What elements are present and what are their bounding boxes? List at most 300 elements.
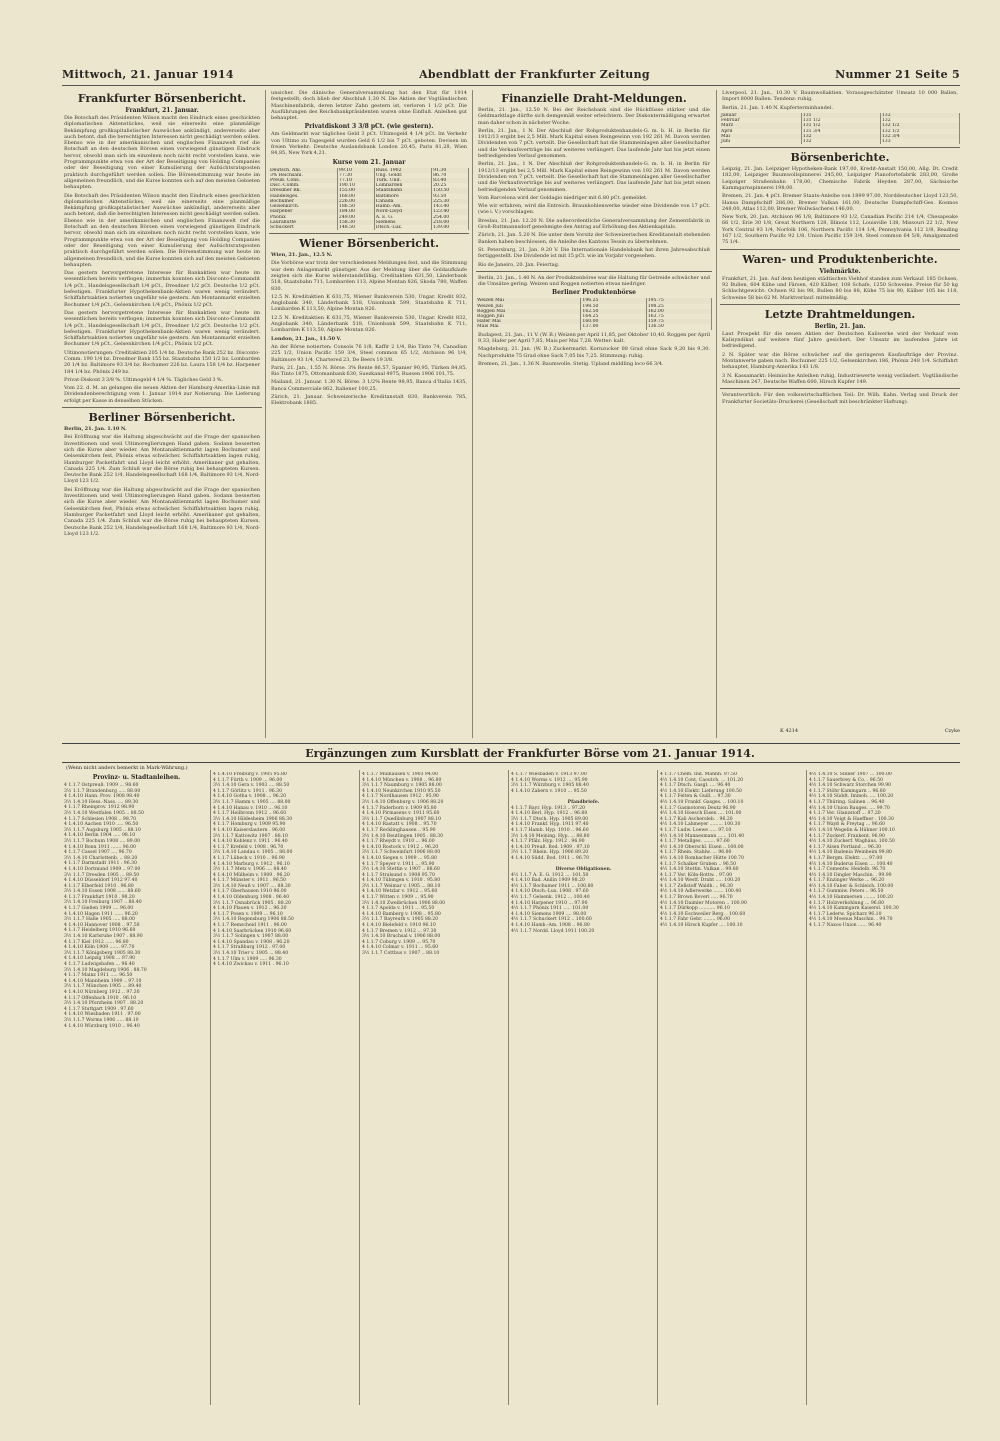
list-item: 4 1.1.7 Schalker Gruben .. 96.50 — [660, 861, 737, 867]
list-item: 4½ 1.1.7 Nordd. Lloyd 1911 100.20 — [511, 928, 595, 934]
table-cell: 132 — [801, 139, 880, 144]
table-cell: 86.70 — [432, 173, 469, 178]
list-item: 3½ 1.4.10 Charlottenb. .. 88.20 — [64, 855, 138, 861]
list-item: 4 1.4.10 Pirmasens v. 1911 95.60 — [362, 811, 440, 817]
list-item: 4 1.4.10 Harpener 1910 ... 97.90 — [511, 900, 588, 906]
list-item: 3½ 1.1.7 Königsberg 1905 88.30 — [64, 950, 141, 956]
table-cell: 226.00 — [337, 199, 374, 204]
supplement-title: Ergänzungen zum Kursblatt der Frankfurter Börse vom 21. Januar 1914. — [305, 747, 755, 760]
list-item: 4 1.1.7 Wayß & Freytag ... 96.60 — [809, 822, 885, 828]
list-item: 3½ 1.4.10 Freiburg 1907 .. 88.40 — [64, 900, 142, 906]
table-cell: 77.10 — [337, 178, 374, 183]
list-item: 4 1.1.7 Rhein. Stahlw. ... 96.80 — [660, 850, 732, 856]
table-cell: 254.00 — [432, 215, 469, 220]
grain-table-title: Berliner Produktenbörse — [552, 289, 636, 297]
list-item: 4 1.1.7 Bergm. Elektr. .... 97.00 — [809, 855, 883, 861]
list-item: 4 1.1.7 Dürkopp ........... 96.10 — [660, 906, 730, 912]
table-cell: 132 3/4 — [880, 134, 959, 139]
list-item: 4 1.1.7 Coburg v. 1909 ... 95.70 — [362, 939, 436, 945]
list-item: 4 1.1.7 Stralsund v. 1908 95.70 — [362, 872, 435, 878]
list-item: 4 1.1.7 Lederw. Spicharz 96.10 — [809, 911, 882, 917]
list-item: 4 1.4.10 Dortmund 1909 .. 97.00 — [64, 866, 141, 872]
list-item: 4 1.1.7 Cassel 1907 .... 96.70 — [64, 850, 132, 856]
column-vienna-london — [269, 90, 469, 738]
list-item: 4 1.4.10 Siegen v. 1909 ... 95.80 — [362, 855, 437, 861]
table-cell: A. E. G. — [374, 215, 431, 220]
supplement-rule-top — [62, 743, 960, 744]
list-item: 3½ 1.1.7 Brandenburg ..... 88.00 — [64, 788, 141, 794]
table-cell: 155.00 — [337, 188, 374, 193]
table-cell: 162.00 — [646, 309, 711, 314]
list-item: 4 1.4.10 Bielefeld v. 1910 96.10 — [362, 923, 436, 929]
supplement-note: (Wenn nicht anders bemerkt in Mark-Währung.) — [66, 765, 188, 771]
list-item: 4½ 1.4.10 S. Sinner 1907 ... 100.00 — [809, 772, 892, 777]
article-paragraph: Das gestern hervorgetretene Interesse für Bankaktien war heute im wesentlichen bereits verflogen; immerhin konnten sich Disconto-Commandit 1/4 pCt., Handelsgesellschaft 1/4 pCt., Dresdner 1/2 pCt. Deutsche 1/2 pCt. befestigen. Frankfurter Hypothekenbank-Aktien waren wenig verändert. Schiffahrtsaktien notierten ungefähr wie gestern. Am Montanmarkt erzielten Bochumer 1/4 pCt., Gelsenkirchen 1/4 pCt., Phönix 1/2 pCt. — [64, 309, 260, 348]
table-cell: 225.30 — [432, 199, 469, 204]
list-item: 4½ 1.4.10 Eschweiler Berg. . 100.60 — [660, 911, 746, 917]
table-cell: 137.00 — [581, 324, 646, 329]
list-item: 3½ 1.4.10 Gera v. 1903 .... 88.50 — [213, 783, 290, 789]
list-item: 4½ 1.4.10 Elektr. Lieferung 100.50 — [660, 788, 742, 794]
table-cell: Hafer Mai — [476, 319, 581, 324]
article-paragraph: An der Börse notierten: Consols 76 1/8, Kaffir 2 1/4, Rio Tinto 74, Canadian 225 1/2, Union Pacific 159 3/4, Steel common 65 1/2, Atchison 96 1/4, Baltimore 93 1/4, Chartered 23, De Beers 19 3/8. — [271, 343, 467, 363]
table-cell: Roggen Juli — [476, 314, 581, 319]
list-item: 4½ 1.4.10 Adlerwerke ....... 100.40 — [660, 889, 742, 895]
list-item: 4 1.1.7 Gummiw. Peters .. 96.50 — [809, 889, 884, 895]
list-item: 4½ 1.4.10 Westf. Draht ..... 100.20 — [660, 878, 741, 884]
list-item: 4 1.4.10 Berl. Hyp. 1912 .. 96.80 — [511, 811, 588, 817]
table-cell: 132 — [880, 113, 959, 118]
list-item: 3½ 1.1.7 Halle 1905 ..... 88.00 — [64, 917, 135, 923]
list-item: 4 1.4.10 Bonn 1911 ....... 96.00 — [64, 844, 136, 850]
table-cell: 132 — [801, 134, 880, 139]
table-cell: Weizen Mai — [476, 298, 581, 303]
list-item: 4 1.4.10 Dtsch.-Lux. 1908 . 97.60 — [511, 889, 589, 895]
list-item: 4 1.4.10 Südd. Bod. 1911 .. 96.70 — [511, 855, 590, 861]
list-item: 4½ 1.4.10 Dingler Maschin. . 99.90 — [809, 872, 892, 878]
table-cell: 249.00 — [337, 215, 374, 220]
article-paragraph: Berlin, 21. Jan., 1 N. Der Abschluß der Rohproduktenhandels-G. m. b. H. in Berlin für 1912/13 ergibt bei 2,5 Mill. Mark Kapital einen Reingewinn von 192 261 M. Davon werden Dividenden von 7 pCt. verteilt. Die Gesellschaft hat die Stammeinlagen aller Gesellschafter und die Verkaufsverträge bis auf weiteres verlängert. Das laufende Jahr hat bis jetzt einen befriedigenden Verlauf genommen. — [478, 161, 710, 193]
article-paragraph: Am Geldmarkt war tägliches Geld 3 pCt. Ultimogeld 4 1/4 pCt. Im Verkehr von Ultimo zu Tagesgeld wurden Geld 6 1/2 bis 7 pCt. geboten. Devisen im freien Verkehr: Deutsche Auslandsbank London 20,45, Paris 81,28, Wien 84,85, New York 4,21. — [271, 131, 467, 157]
list-item: 4 1.1.7 Chem. Ind. Mannh. 97.50 — [660, 772, 738, 777]
list-item: 4½ 1.4.10 Cont. Caoutch. ... 101.20 — [660, 777, 744, 783]
table-cell: 162.50 — [581, 309, 646, 314]
list-item: 4½ 1.4.10 Badenia Weinheim 99.80 — [809, 850, 892, 856]
list-item: 4 1.4.10 Zabern v. 1910 ... 95.50 — [511, 788, 587, 794]
list-item: 4 1.1.7 Straßburg 1912 . 97.00 — [213, 945, 286, 951]
supplement-list-column — [511, 772, 656, 1402]
list-item: 4 1.1.7 Oberhausen 1910 96.00 — [213, 889, 287, 895]
column-rule — [210, 770, 211, 1405]
article-paragraph: Frankfurt, 21. Jan. Auf dem heutigen städtischen Viehhof standen zum Verkauf: 185 Ochsen, 92 Bullen, 604 Kühe und Färsen, 420 Kälber, 108 Schafe, 1250 Schweine. Preise für 50 kg Schlachtgewicht: Ochsen 92 bis 98, Bullen 80 bis 88, Kühe 75 bis 90, Kälber 105 bis 118, Schweine 58 bis 62 M. Marktverlauf: mittelmäßig. — [722, 275, 958, 301]
article-paragraph: 12.5 N. Kreditaktien K 631,75, Wiener Bankverein 530, Ungar. Kredit 832, Anglobank 340, Länderbank 518, Unionbank 599, Staatsbahn K 711, Lombarden K 113,50, Alpine Montan 826. — [271, 314, 467, 334]
table-cell: Phönix — [269, 215, 337, 220]
column-rule — [359, 770, 360, 1405]
list-item: 3½ 1.4.10 Reutlingen 1905 . 88.30 — [362, 833, 444, 839]
list-item: 4 1.1.7 Enzinger Werke ... 96.20 — [809, 878, 885, 884]
section-title-vienna: Wiener Börsenbericht. — [299, 237, 439, 251]
article-paragraph: Budapest, 21. Jan., 11 V. (W. B.) Weizen per April 11,85, per Oktober 10,40. Roggen per April 9,33, Hafer per April 7,85, Mais per Mai 7,28. Wetter: kalt. — [478, 331, 710, 344]
table-cell: Preuß. Cons. — [269, 178, 337, 183]
list-item: 4½ 1.1.7 Schuckert 1912 .. 100.60 — [511, 917, 592, 923]
list-item: 4 1.1.7 Heidelberg 1910 96.60 — [64, 928, 136, 934]
article-paragraph: New York, 20. Jan. Atchison 96 1/8, Baltimore 93 1/2, Canadian Pacific 214 1/4, Chesapeake 66 1/2, Erie 30 1/8, Great Northern 128, Illinois 112, Louisville 138, Missouri 22 1/2, New York Central 93 1/4, Norfolk 106, Northern Pacific 114 1/4, Pennsylvania 112 1/8, Reading 167 1/2, Southern Pacific 92 1/8, Union Pacific 159 3/4, Steel common 64 5/8, Amalgamated 75 1/4. — [722, 214, 958, 246]
article-paragraph: Mailand, 21. Januar. 1.30 N. Börse. 3 1/2% Rente 98,95, Banca d'Italia 1435, Banca Commerciale 862, Italiener 100,25. — [271, 379, 467, 392]
article-paragraph: Wie wir erfahren, wird die Entreich. Braunkohlenwerke wieder eine Dividende von 17 pCt. (wie i. V.) vorschlagen. — [478, 203, 710, 216]
list-item: 4 1.4.10 Rastatt v. 1908 .. 95.70 — [362, 822, 437, 828]
list-item: 4 1.1.7 Stöhr Kammgarn .. 96.80 — [809, 788, 886, 794]
article-paragraph — [271, 336, 467, 342]
column-rule — [508, 770, 509, 1405]
article-paragraph: St. Petersburg, 21. Jan. 9.20 V. Die Internationale Handelsbank hat ihren Jahresabschluß fertiggestellt. Die Dividende ist mit 15 pCt. wie im Vorjahr vorgesehen. — [478, 246, 710, 260]
list-item: 4 1.1.7 Alsen Portland ... 96.30 — [809, 844, 882, 850]
list-item: 4 1.1.7 Gießen 1909 .... 96.00 — [64, 906, 134, 912]
list-item: 4 1.1.7 Kali Aschersleb. . 96.20 — [660, 816, 733, 822]
table-cell: Dresdner Bk. — [269, 188, 337, 193]
table-cell: 132 1/2 — [880, 129, 959, 134]
list-item: 4 1.1.7 Speyer v. 1911 ... 95.90 — [362, 861, 435, 867]
list-item: 4½ 1.1.7 Bochumer 1911 ... 100.80 — [511, 883, 594, 889]
list-item: 4 1.1.7 Thüring. Salinen .. 96.40 — [809, 799, 885, 805]
list-item: 3½ 1.1.7 Naumburg v. 1905 88.00 — [362, 783, 442, 789]
footer-strip — [780, 728, 960, 736]
table-cell: Gelsenkirch. — [269, 204, 337, 209]
list-item: 4 1.1.7 Elberfeld 1910 . 96.80 — [64, 883, 134, 889]
quote-table — [269, 168, 469, 230]
table-cell: 148.50 — [337, 225, 374, 230]
supplement-list-column — [64, 772, 209, 1402]
table-cell: Russ. 1902 — [374, 168, 431, 173]
list-item: 4½ 1.4.10 Süddt. Immob. .... 100.20 — [809, 794, 894, 800]
list-item: 4 1.4.10 Koblenz v. 1911 . 96.40 — [213, 839, 288, 845]
column-financial-wires — [476, 90, 712, 738]
list-item: 4 1.1.7 Ver. Köln-Rottw. . 97.00 — [660, 872, 733, 878]
table-cell: Handelsges. — [269, 194, 337, 199]
article-paragraph — [271, 252, 467, 258]
supplement-list-head: Provinz- u. Stadtanleihen. — [92, 774, 181, 781]
table-cell: Schuckert — [269, 225, 337, 230]
list-item: 3½ 1.4.10 Zweibrücken 1906 88.00 — [362, 900, 446, 906]
list-item: 4 1.1.7 Ulm v. 1909 ..... 96.30 — [213, 956, 282, 962]
list-item: 4½ 1.4.10 Wegelin & Hübner 100.10 — [809, 827, 895, 833]
list-item: 3½ 1.4.10 Neuß v. 1907 .... 88.30 — [213, 883, 291, 889]
section-title-commodities: Waren- und Produktenberichte. — [742, 252, 938, 266]
column-rule — [806, 770, 807, 1405]
table-cell: 164.25 — [581, 314, 646, 319]
list-item: 4 1.1.7 Münster v. 1911 . 96.50 — [213, 878, 286, 884]
cattle-market-head: Viehmärkte. — [819, 267, 861, 275]
article-paragraph: 3 N. Kassamarkt: Heimische Anleihen ruhig, Industriewerte wenig verändert. Vogtländische Maschinen 247, Deutsche Waffen 600, Hirsch Kupfer 149. — [722, 372, 958, 385]
table-cell: Disc.-Comm. — [269, 183, 337, 188]
list-item: 4½ 1.4.10 Oberschl. Eisen .. 100.00 — [660, 844, 744, 850]
list-item: 3½ 1.4.10 Stettin v. 1907 .. 88.60 — [362, 867, 440, 873]
list-item: 4 1.4.10 Bamberg v. 1908 .. 95.80 — [362, 911, 441, 917]
table-cell: Nord-Lloyd — [374, 209, 431, 214]
list-item: 4 1.1.7 Krefeld v. 1908 . 96.70 — [213, 844, 284, 850]
table-cell: 131 — [801, 113, 880, 118]
list-item: 4 1.1.7 Apolda v. 1911 ... 95.50 — [362, 906, 435, 912]
list-item: 4 1.4.10 Preuß. Bod. 1909 . 97.10 — [511, 844, 590, 850]
article-paragraph: Magdeburg, 21. Jan. (W. B.) Zuckermarkt. Kornzucker 88 Grad ohne Sack 9,20 bis 9,30. Nachprodukte 75 Grad ohne Sack 7,05 bis 7,25. Stimmung: ruhig. — [478, 346, 710, 359]
article-paragraph: Rio de Janeiro, 20. Jan. Feiertag. — [478, 261, 560, 268]
article-paragraph: 12.5 N. Kreditaktien K 631,75, Wiener Bankverein 530, Ungar. Kredit 832, Anglobank 340, Länderbank 518, Unionbank 599, Staatsbahn K 711, Lombarden K 113,50, Alpine Montan 826. — [271, 293, 467, 313]
list-item: 3½ 1.1.7 Bochum 1908 .... 89.00 — [64, 838, 141, 844]
list-item: 3½ 1.4.10 Offenburg v. 1906 88.20 — [362, 799, 444, 805]
list-item: 4 1.4.10 Hamb.-Am. 1908 .. 96.80 — [511, 923, 590, 929]
list-item: 3½ 1.4.10 Trier v. 1905 ... 88.40 — [213, 951, 289, 956]
supplement-list-column — [213, 772, 358, 1402]
table-cell: 196.25 — [581, 298, 646, 303]
header-page-number: Nummer 21 Seite 5 — [835, 67, 960, 81]
list-item: 4½ 1.1.7 Phönix 1911 ..... 101.00 — [511, 906, 589, 912]
table-row — [720, 139, 960, 144]
article-paragraph: Berlin, 21. Jan., 1 N. Der Abschluß der Rohproduktenhandels-G. m. b. H. in Berlin für 1912/13 ergibt bei 2,5 Mill. Mark Kapital einen Reingewinn von 192 261 M. Davon werden Dividenden von 7 pCt. verteilt. Die Gesellschaft hat die Stammeinlagen aller Gesellschafter und die Verkaufsverträge bis auf weiteres verlängert. Das laufende Jahr hat bis jetzt einen befriedigenden Verlauf genommen. — [478, 127, 710, 160]
list-item: 3½ 1.1.7 München 1905 ... 89.40 — [64, 984, 142, 990]
list-item: 4 1.1.7 Heilbronn 1912 .. 96.60 — [213, 811, 287, 817]
table-cell: 218.00 — [432, 220, 469, 225]
privatdiskont-line: Privatdiskont 3 3/8 pCt. (wie gestern). — [304, 123, 434, 131]
table-row — [269, 225, 469, 230]
privatdiskont-line: Privat-Diskont 3 3/8 %. Ultimogeld 4 1/4 %. Tägliches Geld 3 %. — [64, 376, 224, 383]
list-item: 4 1.1.7 Lübeck v. 1910 .. 96.90 — [213, 855, 285, 861]
list-item: 4½ 1.4.10 Hirsch Kupfer .... 100.10 — [660, 923, 743, 929]
list-item: 3½ 1.1.7 Osnabrück 1905 . 88.20 — [213, 900, 291, 906]
list-item: 4 1.1.7 Ostpreuß. 1909 ... 98.60 — [64, 783, 139, 788]
table-cell: 123.40 — [432, 209, 469, 214]
table-cell: 93.50 — [432, 194, 469, 199]
article-paragraph: 2 N. Später war die Börse schwächer auf die geringeren Kaufaufträge der Provinz. Montanwerte gaben nach. Bochumer 225 1/2, Gelsenkirchen 186, Phönix 248 1/4. Schiffahrt behauptet, Hamburg-Amerika 143 1/8. — [722, 351, 958, 371]
list-item: 4½ 1.4.10 Zuckerf. Waghäus. 100.50 — [809, 839, 895, 845]
supplement-list-column — [809, 772, 954, 1402]
list-item: 4½ 1.1.7 A. E. G. 1912 .... 101.50 — [511, 872, 589, 878]
copper-table — [720, 113, 960, 144]
list-item: 4 1.1.7 Metallges. ........ 97.60 — [660, 839, 730, 845]
table-cell: Staatsbahn — [374, 188, 431, 193]
article-paragraph: Bremen, 21. Jan., 1.36 N. Baumwolle. Stetig. Upland middling loco 66 3/4. — [478, 360, 664, 367]
table-cell: 77.30 — [337, 173, 374, 178]
list-item: 4 1.4.10 Rostock v. 1912 .. 96.20 — [362, 844, 439, 850]
section-divider — [62, 407, 262, 408]
list-item: 3½ 1.1.7 Solingen v. 1907 88.00 — [213, 934, 289, 940]
table-cell: Türk. Unif. — [374, 178, 431, 183]
article-paragraph: Laut Prospekt für die neuen Aktien der Deutschen Kaliwerke wird der Verkauf vom Kalisyndikat auf weitere fünf Jahre gesichert. Der Umsatz im laufenden Jahre ist befriedigend. — [722, 330, 958, 350]
table-cell: 133 — [880, 139, 959, 144]
article-paragraph: Berlin, 21. Jan. 1.40 N. Kupferterminhandel. — [722, 104, 833, 111]
list-item: 4 1.4.10 München v. 1908 .. 96.80 — [362, 777, 442, 783]
list-item: 4 1.4.10 Wiesbaden 1911 . 97.00 — [64, 1012, 141, 1018]
list-item: 4 1.1.7 Sauerbrey & Co. . 96.50 — [809, 777, 883, 783]
list-item: 3½ 1.1.7 Rhein. Hyp. 1906 89.20 — [511, 850, 589, 856]
list-item: 4 1.1.7 Zellstoff Waldh. .. 96.30 — [660, 883, 733, 889]
list-item: 3½ 1.1.7 Dtsch. Hyp. 1905 89.00 — [511, 816, 589, 822]
dateline-last-wires: Berlin, 21. Jan. — [814, 322, 866, 330]
list-item: 3½ 1.1.7 Hamm v. 1905 .... 88.00 — [213, 799, 291, 805]
list-item: 3½ 1.1.7 Weimar v. 1905 ... 88.10 — [362, 883, 441, 889]
list-item: 4 1.1.7 Offenbach 1910 . 96.10 — [64, 995, 137, 1001]
supplement-list-column — [362, 772, 507, 1402]
list-item: 4½ 1.4.10 Hoesch Eisen .... 101.00 — [660, 811, 742, 817]
list-item: 3½ 1.1.7 Augsburg 1905 .. 88.10 — [64, 827, 141, 833]
table-cell: Mais Mai — [476, 324, 581, 329]
article-paragraph: Berlin, 21. Jan., 12.50 N. Bei der Reichsbank sind die Rückflüsse stärker und die Geldmarktlage dürfte sich demgemäß weiter erleichtern. Der Diskontermäßigung erwartet man daher schon in nächster Woche. — [478, 107, 710, 126]
ultimo-quotes: Ultimonotierungen: Creditaktien 205 1/4 bz. Deutsche Bank 252 bz. Disconto-Comm. 190 1/4 bz. Dresdner Bank 155 bz. Staatsbahn 150 1/2 bz. Lombarden 20 1/4 bz. Baltimore 93 3/4 bz. Bochumer 226 bz. Laura 158 1/4 bz. Harpener 184 1/4 bz. Phönix 249 bz. — [64, 349, 260, 375]
table-cell: Roggen Mai — [476, 309, 581, 314]
article-paragraph: Leipzig, 21. Jan. Leipziger Hypotheken-Bank 197,00, Kredit-Anstalt 150,00, Allg. Dt. Credit 182,00, Leipziger Baumwollspinnerei 245,00, Leipziger Pianofortefabrik 283,00, Große Leipziger Straßenbahn 178,00, Chemische Fabrik Heyden 287,00, Sächsische Kammgarnspinnerei 198,00. — [722, 166, 958, 191]
list-item: 4 1.4.10 Colmar v. 1911 ... 95.60 — [362, 945, 439, 951]
list-item: 4 1.4.10 Wetzlar v. 1912 .. 95.60 — [362, 889, 438, 895]
column-frankfurt-berlin — [62, 90, 262, 738]
table-cell: 139.00 — [432, 225, 469, 230]
table-cell: 3% Reichsanl. — [269, 173, 337, 178]
list-item: 4 1.4.10 Oldenburg 1908 . 96.40 — [213, 895, 290, 901]
list-item: 3½ 1.4.10 Magdeburg 1906 . 88.70 — [64, 967, 147, 973]
list-item: 3½ 1.1.7 Worms 1906 ..... 88.10 — [64, 1017, 139, 1023]
list-item: 3½ 1.1.7 Metz v. 1906 .... 88.40 — [213, 867, 287, 873]
list-item: 4 1.1.7 Ver. Glanzstoff ... 97.20 — [809, 811, 881, 817]
list-item: 4 1.1.7 Paderborn v. 1909 95.80 — [362, 805, 437, 811]
section-title-last-wires: Letzte Drahtmeldungen. — [764, 307, 916, 321]
list-item: 3½ 1.1.7 Bayreuth v. 1905 88.20 — [362, 917, 439, 923]
list-item: 3½ 1.4.10 Karlsruhe 1907 . 88.90 — [64, 934, 143, 940]
list-item: 4 1.4.10 Hann. Prov. 1908 98.40 — [64, 794, 140, 800]
list-item: 4 1.1.7 Mülhausen v. 1903 94.00 — [362, 772, 439, 777]
table-cell: 83.40 — [432, 178, 469, 183]
list-item: 4 1.1.7 Schlesien 1908 .. 98.70 — [64, 816, 137, 822]
list-item: 4 1.1.7 Rheydt v. 1910 ... 96.00 — [362, 839, 435, 845]
list-item: 4½ 1.4.10 Lahmeyer ......... 100.30 — [660, 822, 741, 828]
table-cell: 136.50 — [646, 324, 711, 329]
header-masthead: Abendblatt der Frankfurter Zeitung — [419, 67, 650, 81]
list-item: 4 1.1.7 Darmstadt 1911 . 96.30 — [64, 861, 137, 867]
list-item: 4 1.1.7 Kiel 1912 ...... 96.80 — [64, 939, 129, 945]
article-paragraph: Das gestern hervorgetretene Interesse für Bankaktien war heute im wesentlichen bereits verflogen; immerhin konnten sich Disconto-Commandit 1/4 pCt., Handelsgesellschaft 1/4 pCt., Dresdner 1/2 pCt. Deutsche 1/2 pCt. befestigen. Frankfurter Hypothekenbank-Aktien waren wenig verändert. Schiffahrtsaktien notierten ungefähr wie gestern. Am Montanmarkt erzielten Bochumer 1/4 pCt., Gelsenkirchen 1/4 pCt., Phönix 1/2 pCt. — [64, 270, 260, 308]
table-cell: Siemens — [374, 220, 431, 225]
list-item: 4½ 1.4.10 Moenus Maschin. . 99.70 — [809, 917, 893, 923]
grain-table — [476, 298, 712, 329]
list-item: 4½ 1.4.10 Mannesmann ...... 101.40 — [660, 833, 745, 839]
section-divider — [720, 304, 960, 305]
list-item: 4½ 1.4.10 Voigt & Haeffner . 100.30 — [809, 816, 894, 822]
table-cell: Weizen Juli — [476, 304, 581, 309]
table-cell: April — [720, 129, 801, 134]
list-item: 4½ 1.4.10 Union Bauges. .... 99.70 — [809, 805, 890, 811]
section-title-exchange-reports: Börsenberichte. — [790, 151, 890, 165]
list-item: 4 1.4.10 Spandau v. 1908 . 96.20 — [213, 939, 290, 945]
list-item: 4 1.1.7 Brown Boveri ..... 96.70 — [660, 895, 733, 901]
list-item: 4 1.1.7 Hamb. Hyp. 1910 .. 96.60 — [511, 827, 589, 833]
list-item: 3½ 1.4.10 Essen 1908 ...... 88.60 — [64, 889, 141, 895]
table-cell: 160.00 — [581, 319, 646, 324]
list-item: 4 1.4.10 Freiburg v. 1905 95.80 — [213, 772, 287, 777]
list-item: 4½ 1.4.10 Kammgarn Kaisersl. 100.30 — [809, 906, 899, 912]
list-item: 4 1.1.7 Remscheid 1911 . 96.00 — [213, 923, 287, 929]
list-item: 4 1.4.10 Saarbrücken 1910 96.60 — [213, 928, 292, 934]
list-item: 4½ 1.4.10 Hammersen ........ 100.20 — [809, 895, 893, 901]
hapag-notice: Vom 22. d. M. an gelangen die neuen Aktien der Hamburg-Amerika-Linie mit Dividendenberechtigung vom 1. Januar 1914 zur Notierung. Die Lieferung erfolgt per Kasse in denselben Stücken. — [64, 385, 260, 404]
table-cell: 132 — [880, 118, 959, 123]
list-item: 4 1.4.10 Leipzig 1908 ... 97.90 — [64, 956, 136, 962]
table-cell: Lombarden — [374, 183, 431, 188]
table-cell: 99.10 — [337, 168, 374, 173]
list-item: 4½ 1.4.10 Schwarz Storchen 99.90 — [809, 783, 892, 789]
table-cell: Februar — [720, 118, 801, 123]
column-rule — [716, 90, 717, 738]
list-item: 4 1.1.7 Ludw. Loewe ..... 97.10 — [660, 827, 732, 833]
list-item: 4 1.4.10 Köln 1909 ....... 97.70 — [64, 945, 135, 951]
list-item: 4 1.1.7 Zuckerf. Frankent. 96.90 — [809, 833, 885, 839]
list-item: 3½ 1.4.10 Hildesheim 1906 88.30 — [213, 816, 293, 822]
section-title-financial-wires: Finanzielle Draht-Meldungen. — [501, 92, 687, 105]
list-item: 4 1.4.10 Frankf. Hyp. 1911 97.40 — [511, 822, 589, 828]
article-paragraph: Bremen, 21. Jan. 4 pCt. Bremer Staats-Anleihe von 1899 97,00, Norddeutscher Lloyd 123,50, Hansa Dampfschiff 286,00, Bremer Vulkan 161,00, Deutsche Dampfschiff-Ges. Kosmos 248,00, Atlas 112,00, Bremer Wollwäscherei 146,00. — [722, 193, 958, 212]
table-cell: Laurahütte — [269, 220, 337, 225]
list-item: 4 1.1.7 Naxos-Union ...... 96.40 — [809, 923, 882, 929]
table-cell: Bochumer — [269, 199, 337, 204]
table-cell: 143.40 — [432, 204, 469, 209]
list-item: 4 1.1.7 Cementw. Heidelb. 96.70 — [809, 867, 886, 873]
list-item: 4 1.1.7 Frankfurt 1910 . 98.20 — [64, 894, 135, 900]
list-item: 4 1.1.7 Dtsch. Gasgl. .... 96.40 — [660, 783, 731, 789]
article-paragraph: Zürich, 21. Jan. 5.20 N. Die unter dem Vorsitz der Schweizerischen Kreditanstalt stehenden Banken haben beschlossen, die Anleihe des Kantons Tessin zu übernehmen. — [478, 232, 710, 245]
table-cell: 132 1/2 — [880, 123, 959, 128]
column-exchange-reports — [720, 90, 960, 726]
list-item: 3½ 1.1.7 Quedlinburg 1907 88.10 — [362, 816, 442, 822]
list-item: 4 1.1.7 Bremen v. 1912 ... 97.30 — [362, 928, 437, 934]
table-row — [476, 324, 712, 329]
dateline-frankfurt: Frankfurt, 21. Januar. — [125, 107, 199, 114]
list-item: 4 1.1.7 Posen v. 1909 ... 96.10 — [213, 911, 283, 917]
list-item: 3½ 1.4.10 Pforzheim 1907 . 88.20 — [64, 1001, 144, 1007]
table-cell: 150.50 — [432, 188, 469, 193]
table-cell: Mai — [720, 134, 801, 139]
table-cell: Ung. Goldr. — [374, 173, 431, 178]
dateline-london: London, 21. Jan., 11.50 V. — [271, 335, 342, 342]
article-paragraph: Die Vorbörse war trotz der verschiedenen Meldungen fest, und die Stimmung war dem Anlagemarkt günstiger. Aus der Meldung über die Goldaufkäufe zeigten sich die Kurse widerstandsfähig. Creditaktien 631,50, Länderbank 518, Staatsbahn 711, Lombarden 113, Alpine Montan 826, Skoda 780, Waffen 830. — [271, 260, 467, 292]
list-item: 4 1.1.7 Stuttgart 1909 . 97.60 — [64, 1006, 134, 1012]
list-item: 4 1.4.10 Mülheim v. 1909 . 96.20 — [213, 872, 290, 878]
list-item: 4 1.4.10 Gotha v. 1908 ... 96.20 — [213, 794, 287, 800]
list-item: 3½ 1.4.10 Westfalen 1905 .. 88.50 — [64, 810, 144, 816]
section-divider — [269, 233, 469, 234]
table-cell: 168.00 — [337, 194, 374, 199]
table-cell: Juni — [720, 139, 801, 144]
list-item: 3½ 1.1.7 Dresden 1905 ... 89.50 — [64, 872, 140, 878]
table-cell: 131 3/4 — [801, 129, 880, 134]
list-item: 3½ 1.4.10 Regensburg 1906 88.50 — [213, 917, 294, 923]
list-item: 4½ 1.4.10 Frankf. Gasges. .. 100.10 — [660, 799, 744, 805]
list-item: 3½ 1.1.7 Schweinfurt 1906 88.00 — [362, 850, 441, 856]
list-item: 4 1.1.7 Wiesbaden v. 1913 97.00 — [511, 772, 587, 777]
list-item: 4 1.1.7 Rheinprov. 1912 98.90 — [64, 805, 135, 811]
article-paragraph: Liverpool, 21. Jan., 10.30 V. Baumwollaktien. Vorausgeschätzter Umsatz 10 000 Ballen, Import 8000 Ballen. Tendenz: ruhig. — [722, 90, 958, 103]
list-item: 4 1.1.7 Recklinghausen .. 95.90 — [362, 827, 436, 833]
column-rule — [657, 770, 658, 1405]
list-item: 4 1.1.7 Holzverkohlung ... 96.80 — [809, 900, 884, 906]
list-item: 3½ 1.4.10 Hess.-Nass. .... 89.30 — [64, 799, 139, 805]
list-item: 3½ 1.1.7 Cottbus v. 1907 .. 88.10 — [362, 951, 440, 956]
list-item: 4 1.4.10 Hagen 1911 ...... 96.20 — [64, 911, 138, 917]
list-item: 4 1.4.10 Bad. Anilin 1909 98.20 — [511, 878, 585, 884]
table-cell: Dtsch.-Lux. — [374, 225, 431, 230]
list-item: 4 1.1.7 Bayr. Hyp. 1913 .. 97.20 — [511, 805, 585, 811]
list-item: 4 1.4.10 Marburg v. 1912 . 96.10 — [213, 861, 290, 867]
table-cell: Baltimore — [374, 194, 431, 199]
table-cell: 158.30 — [337, 220, 374, 225]
table-cell: 198.50 — [581, 304, 646, 309]
supplement-rule — [62, 762, 960, 763]
list-item: 4 1.4.10 Siemens 1909 .... 98.00 — [511, 911, 587, 917]
list-item: 4½ 1.1.7 Gelsenk. 1912 ... 100.40 — [511, 895, 590, 901]
